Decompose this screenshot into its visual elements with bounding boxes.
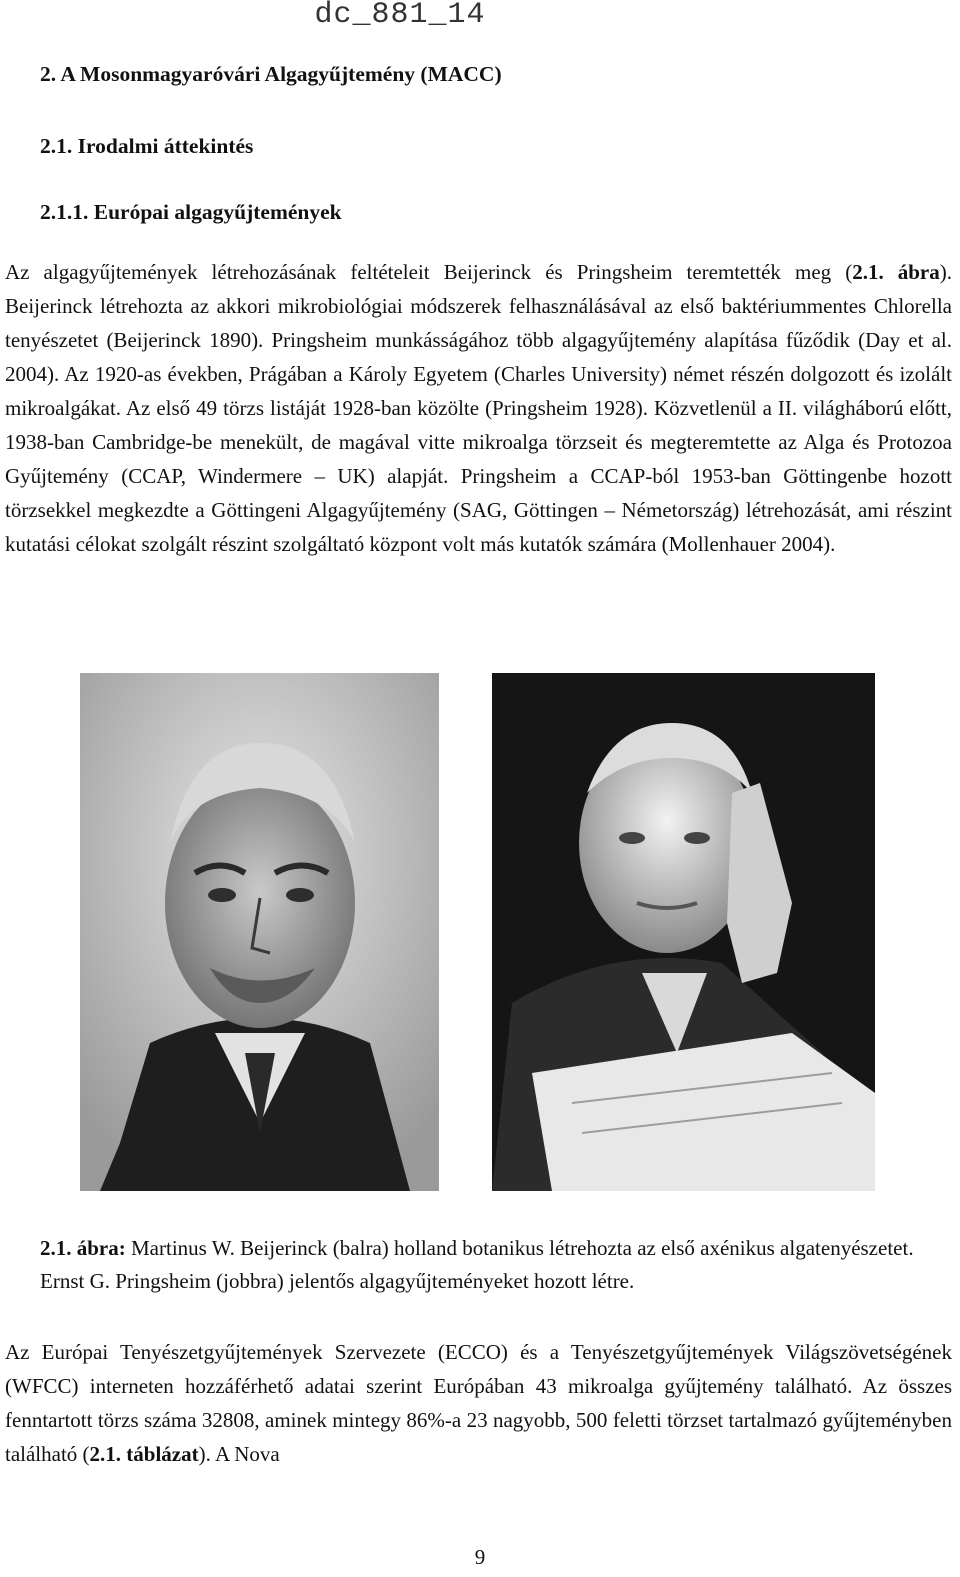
subsection-heading: 2.1.1. Európai algagyűjtemények <box>40 200 342 224</box>
intro-paragraph: Az algagyűjtemények létrehozásának feltételeit Beijerinck és Pringsheim teremtették meg (2.1. ábra). Beijerinck létrehozta az akkori mikrobiológiai módszerek felhasználásával az első baktériummentes Chlorella tenyészetet (Beijerinck 1890). Pringsheim munkásságához több algagyűjtemény alapítása fűződik (Day et al. 2004). Az 1920-as években, Prágában a Károly Egyetem (Charles University) német részén dolgozott és izolált mikroalgákat. Az első 49 törzs listáját 1928-ban közölte (Pringsheim 1928). Közvetlenül a II. világháború előtt, 1938-ban Cambridge-be menekült, de magával vitte mikroalga törzseit és megteremtette az Alga és Protozoa Gyűjtemény (CCAP, Windermere – UK) alapját. Pringsheim a CCAP-ból 1953-ban Göttingenbe hozott törzsekkel megkezdte a Göttingeni Algagyűjtemény (SAG, Göttingen – Németország) létrehozását, ami részint kutatási célokat szolgált részint szolgáltató központ volt más kutatók számára (Mollenhauer 2004). <box>5 260 953 556</box>
document-code: dc_881_14 <box>314 0 486 32</box>
table-reference[interactable]: 2.1. táblázat <box>89 1442 199 1466</box>
chapter-heading: 2. A Mosonmagyaróvári Algagyűjtemény (MACC) <box>40 62 502 86</box>
figure-caption-label: 2.1. ábra: <box>40 1236 126 1260</box>
section-heading: 2.1. Irodalmi áttekintés <box>40 134 254 158</box>
ecco-paragraph: Az Európai Tenyészetgyűjtemények Szervezete (ECCO) és a Tenyészetgyűjtemények Világszövetségének (WFCC) interneten hozzáférhető adatai szerint Európában 43 mikroalga gyűjtemény található. Az összes fenntartott törzs száma 32808, aminek mintegy 86%-a 23 nagyobb, 500 feletti törzset tartalmazó gyűjteményben található (2.1. táblázat). A Nova <box>5 1340 952 1466</box>
page-number: 9 <box>474 1545 486 1569</box>
portrait-beijerinck-drawing <box>80 673 439 1191</box>
portrait-beijerinck <box>80 673 439 1191</box>
figure-caption: 2.1. ábra: Martinus W. Beijerinck (balra) holland botanikus létrehozta az első axénikus algatenyészetet. Ernst G. Pringsheim (jobbra) jelentős algagyűjteményeket hozott létre. <box>40 1236 914 1293</box>
figure-reference[interactable]: 2.1. ábra <box>852 260 940 284</box>
portrait-pringsheim-drawing <box>492 673 875 1191</box>
portrait-pringsheim <box>492 673 875 1191</box>
